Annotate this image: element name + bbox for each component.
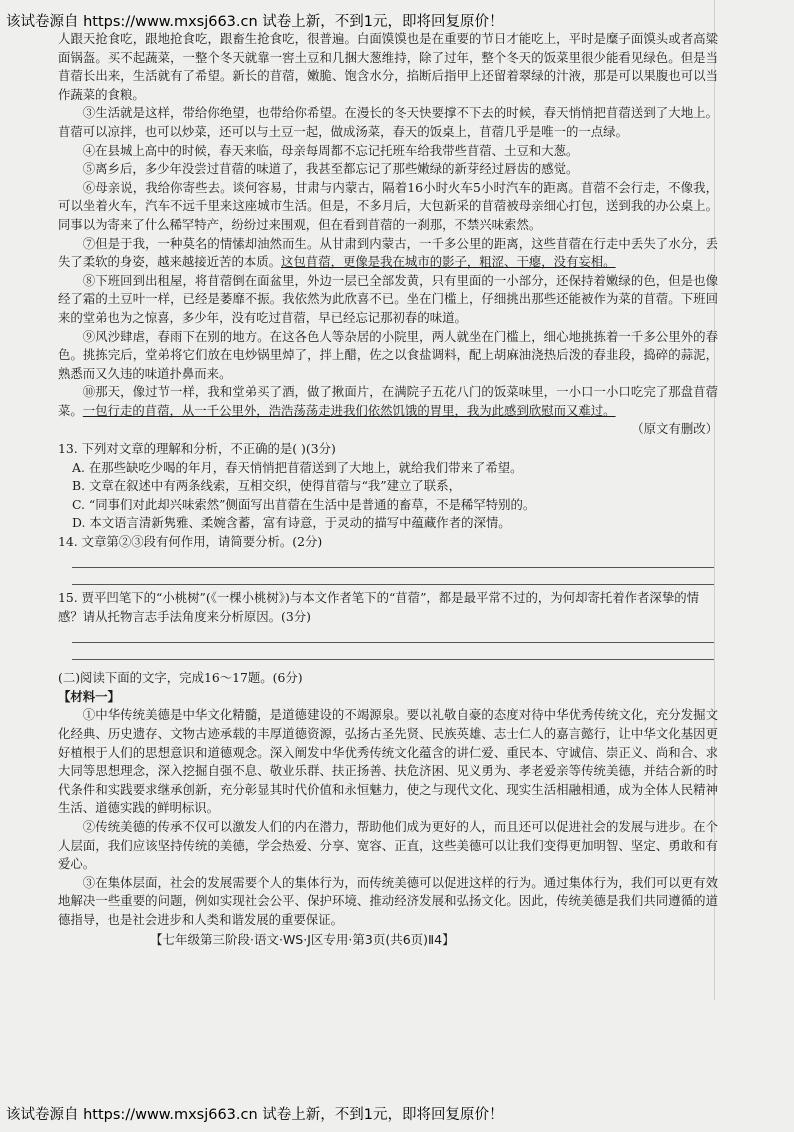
material-paragraph-3: ③在集体层面，社会的发展需要个人的集体行为，而传统美德可以促进这样的行为。通过集体行为，我们可以更有效地解决一些重要的问题，例如实现社会公平、保护环境、推动经济发展和弘扬文化。因此，传统美德是我们共同遵循的道德指导，也是社会进步和人类和谐发展的重要保证。 xyxy=(58,874,718,927)
material-paragraph-2: ②传统美德的传承不仅可以激发人们的内在潜力，帮助他们成为更好的人，而且还可以促进社会的发展与进步。在个人层面，我们应该坚持传统的美德，学会热爱、分享、宽容、正直，这些美德可以让我们变得更加明智、坚定、勇敢和有爱心。 xyxy=(58,819,718,872)
question-13-option-b: B. 文章在叙述中有两条线索，互相交织，使得苜蓿与“我”建立了联系， xyxy=(72,478,461,494)
question-13-option-a: A. 在那些缺吃少喝的年月，春天悄悄把苜蓿送到了大地上，就给我们带来了希望。 xyxy=(72,459,523,475)
article-paragraph-2: 人跟天抢食吃，跟地抢食吃，跟畜生抢食吃，很普遍。白面馍馍也是在重要的节日才能吃上，平时是糜子面馍头或者高粱面锅盔。买不起蔬菜，一整个冬天就靠一窖土豆和几捆大葱维持，除了过年，整个冬天的饭菜里很少能看见绿色。但是当苜蓿长出来，生活就有了希望。新长的苜蓿，嫩脆、饱含水分，掐断后指甲上还留着翠绿的汁液，那是可以果腹也可以当作蔬菜的食粮。 xyxy=(58,31,718,102)
article-source-note: （原文有删改） xyxy=(631,421,718,437)
article-paragraph-7-underlined: 这包苜蓿，更像是我在城市的影子，粗涩、干瘪，没有妄相。 xyxy=(281,254,616,270)
article-paragraph-5: ⑤离乡后，多少年没尝过苜蓿的味道了，我甚至都忘记了那些嫩绿的新芽经过唇齿的感觉。 xyxy=(82,161,579,177)
source-banner-top: 该试卷源自 https://www.mxsj663.cn 试卷上新，不到1元，即将回复原价！ xyxy=(6,14,504,30)
article-paragraph-3: ③生活就是这样，带给你绝望，也带给你希望。在漫长的冬天快要撑不下去的时候，春天悄悄把苜蓿送到了大地上。苜蓿可以凉拌，也可以炒菜，还可以与土豆一起，做成汤菜，春天的饭桌上，苜蓿几乎是唯一的一点绿。 xyxy=(58,105,718,139)
answer-line[interactable] xyxy=(72,643,714,660)
article-paragraph-10-underlined: 一包行走的苜蓿，从一千公里外，浩浩荡荡走进我们依然饥饿的胃里，我为此感到欣慰而又难过。 xyxy=(82,402,616,418)
article-paragraph-7 xyxy=(58,235,718,272)
source-banner-bottom: 该试卷源自 https://www.mxsj663.cn 试卷上新，不到1元，即将回复原价！ xyxy=(6,1107,504,1123)
exam-page xyxy=(58,30,718,930)
question-13-option-c: C. “同事们对此却兴味索然”侧面写出苜蓿在生活中是普通的畜草，不是稀罕特别的。 xyxy=(72,496,536,512)
article-paragraph-6: ⑥母亲说，我给你寄些去。谈何容易，甘肃与内蒙古，隔着16小时火车5小时汽车的距离。苜蓿不会行走，不像我，可以坐着火车，汽车不远千里来这座城市生活。但是，不多月后，大包新采的苜蓿被母亲细心打包，送到我的办公桌上。同事以为寄来了什么稀罕特产，纷纷过来围观，但在看到苜蓿的一刹那，不禁兴味索然。 xyxy=(58,179,718,232)
question-15-stem: 15. 贾平凹笔下的“小桃树”(《一棵小桃树》)与本文作者笔下的“苜蓿”，都是最平常不过的，为何却寄托着作者深挚的情感？请从托物言志手法角度来分析原因。(3分) xyxy=(58,590,699,624)
page-footer: 【七年级第三阶段·语文·WS·J区专用·第3页(共6页)Ⅱ4】 xyxy=(150,932,455,947)
answer-line[interactable] xyxy=(72,626,714,643)
answer-line[interactable] xyxy=(72,568,714,585)
question-13-option-d: D. 本文语言清新隽雅、柔婉含蓄，富有诗意，于灵动的描写中蕴藏作者的深情。 xyxy=(72,515,511,531)
material-1-label: 【材料一】 xyxy=(58,689,120,705)
question-13-stem: 13. 下列对文章的理解和分析，不正确的是( )(3分) xyxy=(58,441,336,457)
question-14-stem: 14. 文章第②③段有何作用，请简要分析。(2分) xyxy=(58,533,323,549)
article-paragraph-7-text: ⑦但是于我，一种莫名的情愫却油然而生。从甘肃到内蒙古，一千多公里的距离，这些苜蓿在行走中丢失了水分，丢失了柔软的身姿，越来越接近苦的本质。 xyxy=(58,235,718,270)
material-paragraph-1: ①中华传统美德是中华文化精髓，是道德建设的不竭源泉。要以礼敬自豪的态度对待中华优秀传统文化，充分发掘文化经典、历史遗存、文物古迹承载的丰厚道德资源，弘扬古圣先贤、民族英雄、志士仁人的嘉言懿行，让中华文化基因更好植根于人们的思想意识和道德观念。深入阐发中华优秀传统文化蕴含的讲仁爱、重民本、守诚信、崇正义、尚和合、求大同等思想理念，深入挖掘自强不息、敬业乐群、扶正扬善、扶危济困、见义勇为、孝老爱亲等传统美德，并结合新的时代条件和实践要求继承创新，充分彰显其时代价值和永恒魅力，使之与现代文化、现实生活相融相通，成为全体人民精神生活、道德实践的鲜明标识。 xyxy=(58,707,718,816)
article-paragraph-10-text: ⑩那天，像过节一样，我和堂弟买了酒，做了揪面片，在满院子五花八门的饭菜味里，一小口一小口吃完了那盘苜蓿菜。 xyxy=(58,384,718,418)
answer-line[interactable] xyxy=(72,551,714,568)
article-paragraph-10 xyxy=(58,383,718,420)
article-paragraph-8: ⑧下班回到出租屋，将苜蓿倒在面盆里，外边一层已全部发黄，只有里面的一小部分，还保持着嫩绿的色，但是也像经了霜的土豆叶一样，已经是萎靡不振。我依然为此欣喜不已。坐在门槛上，仔细挑出那些还能被作为菜的苜蓿。下班回来的堂弟也为之惊喜，多少年，没有吃过苜蓿，早已经忘记那初春的味道。 xyxy=(58,272,718,325)
section-2-heading: (二)阅读下面的文字，完成16～17题。(6分) xyxy=(58,670,303,686)
article-paragraph-9: ⑨风沙肆虐，春雨下在别的地方。在这各色人等杂居的小院里，两人就坐在门槛上，细心地挑拣着一千多公里外的春色。挑拣完后，堂弟将它们放在电炒锅里焯了，拌上醋，佐之以食盐调料，配上胡麻油浇热后泼的春韭段，捣碎的蒜泥，熟悉而又久违的味道扑鼻而来。 xyxy=(58,328,718,381)
article-paragraph-4: ④在县城上高中的时候，春天来临，母亲每周都不忘记托班车给我带些苜蓿、土豆和大葱。 xyxy=(82,142,579,158)
